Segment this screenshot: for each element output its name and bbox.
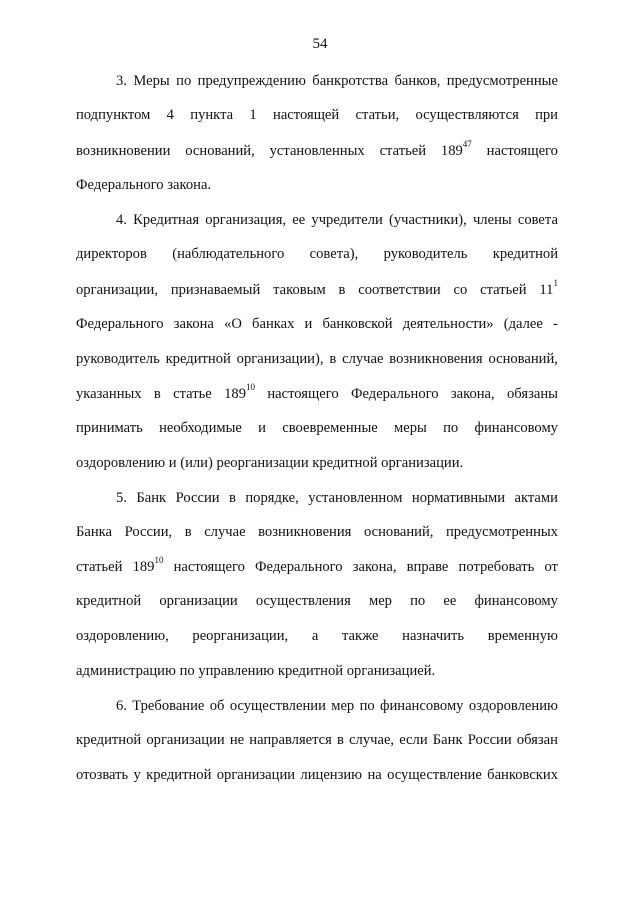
text-line: 6. Требование об осуществлении мер по финансовому оздоровлению (116, 698, 558, 714)
text-line: оздоровлению и (или) реорганизации кредитной организации. (76, 455, 464, 471)
text-line: Федерального закона «О банках и банковской деятельности» (далее - (76, 316, 558, 332)
text-line: 4. Кредитная организация, ее учредители (участники), члены совета (116, 212, 558, 228)
text-line: организации, признаваемый таковым в соответствии со статьей $11^1$ (76, 278, 558, 298)
text-line: руководитель кредитной организации), в случае возникновения оснований, (76, 351, 558, 367)
text-line: статьей $189^{10}$ настоящего Федерального закона, вправе потребовать от (76, 555, 558, 575)
text-line: отозвать у кредитной организации лицензию на осуществление банковских (76, 767, 558, 783)
text-line: оздоровлению, реорганизации, а также назначить временную (76, 628, 558, 644)
text-line: администрацию по управлению кредитной организацией. (76, 663, 436, 679)
text-line: директоров (наблюдательного совета), руководитель кредитной (76, 246, 558, 262)
text-line: принимать необходимые и своевременные меры по финансовому (76, 420, 558, 436)
text-line: подпунктом 4 пункта 1 настоящей статьи, осуществляются при (76, 107, 558, 123)
text-line: 5. Банк России в порядке, установленном нормативными актами (116, 490, 558, 506)
text-line: 3. Меры по предупреждению банкротства банков, предусмотренные (116, 73, 558, 89)
text-line: указанных в статье $189^{10}$ настоящего Федерального закона, обязаны (76, 382, 558, 402)
text-line: Банка России, в случае возникновения оснований, предусмотренных (76, 524, 558, 540)
text-line: кредитной организации осуществления мер по ее финансовому (76, 593, 558, 609)
page-number: 54 (312, 36, 328, 52)
text-line: Федерального закона. (76, 177, 212, 193)
text-line: возникновении оснований, установленных статьей $189^{47}$ настоящего (76, 139, 558, 159)
text-line: кредитной организации не направляется в случае, если Банк России обязан (76, 732, 558, 748)
